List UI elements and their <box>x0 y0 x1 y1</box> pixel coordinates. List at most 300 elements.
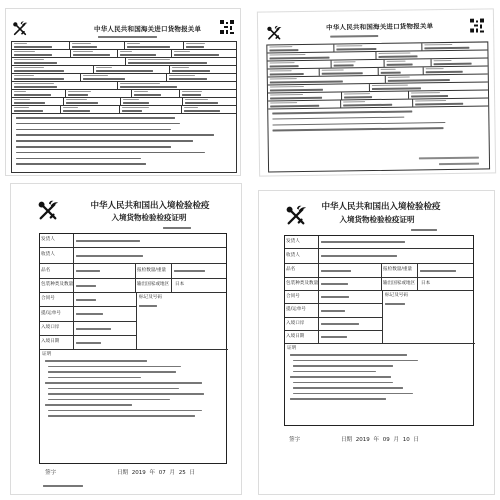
marks-value <box>137 303 177 308</box>
date-year-unit: 年 <box>373 437 380 443</box>
customs-emblem-icon <box>266 25 282 41</box>
illegible-text <box>14 46 52 48</box>
illegible-text <box>14 75 34 76</box>
illegible-text <box>16 152 205 154</box>
illegible-text <box>424 47 469 49</box>
illegible-text <box>321 283 348 285</box>
form-row <box>12 50 236 58</box>
form-cell <box>121 98 183 105</box>
certify-cell <box>40 350 226 463</box>
illegible-text <box>293 360 418 362</box>
footer-note <box>41 484 111 488</box>
row-packing <box>285 278 473 291</box>
illegible-text <box>372 85 408 87</box>
illegible-text <box>269 49 298 51</box>
illegible-text <box>186 46 204 48</box>
form-cell <box>71 50 118 57</box>
illegible-text <box>174 51 190 52</box>
illegible-text <box>45 360 147 362</box>
illegible-text <box>293 393 413 395</box>
illegible-text <box>14 107 29 108</box>
consignee-label: 收货人 <box>40 248 74 263</box>
illegible-text <box>120 51 132 52</box>
date-month-unit: 月 <box>393 437 400 443</box>
illegible-text <box>14 110 43 112</box>
illegible-text <box>182 91 202 92</box>
form-row <box>12 98 236 106</box>
consignee-value <box>74 248 226 263</box>
quantity-label: 报检数量/重量 <box>382 264 418 277</box>
row-packing <box>40 279 226 293</box>
form-cell <box>385 59 432 67</box>
form-cell <box>94 66 170 73</box>
illegible-text <box>420 270 456 272</box>
illegible-text <box>76 270 100 272</box>
bill-value <box>74 307 136 321</box>
illegible-text <box>388 79 450 81</box>
contract-value <box>319 291 382 303</box>
declaration-title: 中华人民共和国海关进口货物报关单 <box>326 22 434 32</box>
illegible-text <box>426 68 444 70</box>
declaration-title: 中华人民共和国海关进口货物报关单 <box>94 25 202 33</box>
illegible-text <box>76 299 96 301</box>
form-cell <box>268 61 332 69</box>
illegible-text <box>76 313 103 315</box>
signature-label: 签字 <box>45 470 57 476</box>
illegible-text <box>14 91 26 92</box>
illegible-text <box>419 157 479 159</box>
shipper-value <box>74 234 226 247</box>
illegible-text <box>321 255 397 257</box>
illegible-text <box>172 70 210 72</box>
illegible-text <box>321 270 351 272</box>
illegible-text <box>16 134 214 136</box>
illegible-text <box>330 34 378 37</box>
date-day-unit: 日 <box>413 437 420 443</box>
signature-line <box>289 438 302 444</box>
illegible-text <box>76 285 96 287</box>
form-cell <box>12 90 66 97</box>
row-contract <box>285 291 382 304</box>
illegible-text <box>270 105 319 107</box>
date-day: 25 <box>178 470 186 476</box>
illegible-text <box>344 96 372 98</box>
illegible-text <box>45 404 132 406</box>
illegible-text <box>14 102 45 104</box>
bill-label: 提/运单号 <box>40 307 74 321</box>
illegible-text <box>424 44 452 46</box>
date-label: 日期 <box>117 470 129 476</box>
form-cell <box>12 82 118 89</box>
illegible-text <box>127 46 170 48</box>
illegible-text <box>72 43 91 44</box>
illegible-text <box>378 53 410 55</box>
illegible-text <box>293 371 376 373</box>
illegible-text <box>322 73 363 75</box>
form-cell <box>12 50 71 57</box>
illegible-text <box>378 56 417 58</box>
illegible-text <box>269 46 292 48</box>
illegible-text <box>381 72 401 74</box>
customs-declaration-left <box>5 8 241 176</box>
illegible-text <box>123 99 139 100</box>
row-consignee <box>40 248 226 264</box>
certificate-number <box>161 225 225 230</box>
illegible-text <box>270 94 303 96</box>
illegible-text <box>387 61 406 63</box>
illegible-text <box>293 387 403 389</box>
illegible-text <box>122 110 142 112</box>
consignee-value <box>319 249 473 263</box>
date-year: 2019 <box>131 470 146 476</box>
illegible-text <box>45 382 202 384</box>
customs-emblem-icon <box>285 205 307 227</box>
marks-label: 标记及号码 <box>139 295 162 300</box>
qr-code-icon <box>220 20 234 34</box>
row-product <box>285 264 473 278</box>
illegible-text <box>174 54 219 56</box>
marks-label: 标记及号码 <box>385 293 408 298</box>
form-cell <box>413 98 488 106</box>
form-cell <box>12 42 70 49</box>
illegible-text <box>439 163 479 165</box>
form-cell <box>12 106 61 113</box>
form-cell <box>268 69 320 77</box>
marks-cell <box>136 293 228 350</box>
form-cell <box>61 106 120 113</box>
illegible-text <box>16 146 171 148</box>
illegible-text <box>293 365 393 367</box>
illegible-text <box>344 93 370 95</box>
illegible-text <box>270 97 322 99</box>
date-year: 2019 <box>355 437 370 443</box>
illegible-text <box>48 399 170 401</box>
illegible-text <box>172 67 189 68</box>
form-row <box>12 82 236 90</box>
form-cell <box>422 42 487 50</box>
illegible-text <box>334 65 354 67</box>
contract-label: 合同号 <box>40 293 74 306</box>
illegible-text <box>96 67 112 68</box>
illegible-text <box>14 83 54 84</box>
illegible-text <box>169 75 195 76</box>
illegible-text <box>16 140 193 142</box>
issue-date <box>117 471 197 477</box>
illegible-text <box>14 86 57 88</box>
form-cell <box>70 42 125 49</box>
illegible-text <box>163 227 191 229</box>
illegible-text <box>122 107 149 108</box>
form-cell <box>320 68 379 76</box>
illegible-text <box>68 94 88 96</box>
form-cell <box>167 74 236 81</box>
form-cell <box>64 98 121 105</box>
row-shipper <box>40 234 226 248</box>
shipper-value <box>319 236 473 248</box>
form-cell <box>120 106 182 113</box>
certificate-subtitle: 入境货物检验检疫证明 <box>111 213 187 222</box>
illegible-text <box>270 62 295 64</box>
illegible-text <box>387 64 413 66</box>
entry-date-label: 入境日期 <box>40 336 74 349</box>
illegible-text <box>16 163 146 165</box>
row-bill <box>285 304 382 318</box>
form-cell <box>172 50 236 57</box>
port-value <box>74 322 136 335</box>
illegible-text <box>48 371 176 373</box>
origin-value: 日本 <box>421 280 431 286</box>
illegible-text <box>14 62 57 64</box>
illegible-text <box>63 110 90 112</box>
form-cell <box>432 58 488 66</box>
illegible-text <box>16 129 171 131</box>
issue-date <box>341 438 421 444</box>
origin-label: 输出国家或地区 <box>382 278 418 290</box>
illegible-text <box>66 99 87 100</box>
contract-label: 合同号 <box>285 291 319 303</box>
packing-label: 包装种类及数量 <box>285 278 319 290</box>
shipper-label: 发货人 <box>285 236 319 248</box>
date-day: 10 <box>402 437 410 443</box>
form-cell <box>379 67 424 75</box>
illegible-text <box>139 305 157 307</box>
certificate-title: 中华人民共和国出入境检验检疫 <box>321 202 441 212</box>
signature-label: 签字 <box>289 437 301 443</box>
form-cell <box>182 106 236 113</box>
illegible-text <box>72 46 97 48</box>
form-cell <box>424 66 488 74</box>
illegible-text <box>73 54 110 56</box>
illegible-text <box>16 123 180 125</box>
illegible-text <box>14 54 52 56</box>
form-cell <box>126 58 236 65</box>
illegible-text <box>14 51 35 52</box>
form-cell <box>118 50 172 57</box>
form-cell <box>184 42 236 49</box>
illegible-text <box>48 415 195 417</box>
illegible-text <box>14 78 64 80</box>
entry-date-value <box>74 336 136 349</box>
illegible-text <box>98 36 157 38</box>
port-label: 入境口岸 <box>40 322 74 335</box>
form-cell <box>125 42 184 49</box>
customs-emblem-icon <box>12 21 28 37</box>
inspection-certificate-left <box>10 183 242 495</box>
illegible-text <box>48 410 202 412</box>
illegible-text <box>68 91 91 92</box>
illegible-text <box>73 51 93 52</box>
date-month: 07 <box>158 470 166 476</box>
quantity-value <box>172 264 226 278</box>
illegible-text <box>186 43 205 44</box>
illegible-text <box>293 382 393 384</box>
illegible-text <box>63 107 78 108</box>
illegible-text <box>43 485 83 487</box>
illegible-text <box>322 70 344 72</box>
form-cell <box>341 99 413 107</box>
illegible-text <box>273 127 444 131</box>
illegible-text <box>385 303 405 305</box>
illegible-text <box>14 67 44 68</box>
illegible-text <box>270 78 297 80</box>
illegible-text <box>76 255 143 257</box>
certify-label: 证明 <box>287 346 297 351</box>
illegible-text <box>83 78 125 80</box>
inspection-certificate-right <box>258 190 495 495</box>
row-entry-date <box>285 331 382 344</box>
illegible-text <box>336 48 376 50</box>
illegible-text <box>270 57 330 59</box>
certify-label: 证明 <box>42 352 52 357</box>
illegible-text <box>321 323 359 325</box>
illegible-text <box>184 110 220 112</box>
illegible-text <box>66 102 98 104</box>
certify-cell <box>285 344 473 425</box>
illegible-text <box>290 398 386 400</box>
date-month: 09 <box>382 437 390 443</box>
date-month-unit: 月 <box>169 470 176 476</box>
form-cell <box>66 90 132 97</box>
declaration-number <box>96 34 216 39</box>
form-cell <box>12 58 126 65</box>
entry-date-label: 入境日期 <box>285 331 319 343</box>
form-cell <box>12 66 94 73</box>
form-row <box>12 42 236 50</box>
illegible-text <box>270 70 292 72</box>
form-cell <box>12 98 64 105</box>
illegible-text <box>123 102 149 104</box>
date-day-unit: 日 <box>189 470 196 476</box>
illegible-text <box>14 94 51 96</box>
form-row <box>12 114 236 174</box>
certificate-title: 中华人民共和国出入境检验检疫 <box>90 201 210 211</box>
form-cell <box>180 90 236 97</box>
certify-text <box>45 360 220 422</box>
form-cell <box>183 98 236 105</box>
illegible-text <box>372 88 421 90</box>
illegible-text <box>185 102 218 104</box>
certificate-table <box>284 235 474 426</box>
illegible-text <box>426 71 463 73</box>
form-cell <box>118 82 236 89</box>
form-cell <box>170 66 236 73</box>
illegible-text <box>343 104 392 106</box>
illegible-text <box>14 43 27 44</box>
contract-value <box>74 293 136 306</box>
bill-value <box>319 304 382 317</box>
form-cell <box>132 90 180 97</box>
illegible-text <box>270 65 299 67</box>
illegible-text <box>48 388 179 390</box>
illegible-text <box>334 61 356 63</box>
illegible-text <box>169 78 207 80</box>
packing-label: 包装种类及数量 <box>40 279 74 292</box>
packing-value <box>319 278 382 290</box>
illegible-text <box>134 91 148 92</box>
illegible-text <box>270 89 323 91</box>
qr-code-icon <box>470 18 484 32</box>
illegible-text <box>120 86 177 88</box>
form-cell <box>267 45 334 53</box>
quantity-label: 报检数量/重量 <box>136 264 172 278</box>
product-value <box>319 264 382 277</box>
illegible-text <box>415 100 446 102</box>
illegible-text <box>321 310 345 312</box>
illegible-text <box>83 75 108 76</box>
customs-emblem-icon <box>37 200 59 222</box>
signature-line <box>45 471 58 477</box>
illegible-text <box>76 328 111 330</box>
illegible-text <box>182 94 201 96</box>
row-entry-date <box>40 336 136 350</box>
form-row <box>12 106 236 114</box>
illegible-text <box>321 241 405 243</box>
form-cell <box>12 74 81 81</box>
form-row <box>12 74 236 82</box>
form-cell <box>268 92 342 100</box>
form-cell <box>81 74 167 81</box>
certificate-table <box>39 233 227 464</box>
illegible-text <box>16 117 175 119</box>
illegible-text <box>270 73 304 75</box>
quantity-value <box>418 264 473 277</box>
form-cell <box>334 43 422 51</box>
illegible-text <box>76 342 101 344</box>
product-label: 品名 <box>285 264 319 277</box>
illegible-text <box>336 45 362 47</box>
date-year-unit: 年 <box>149 470 156 476</box>
illegible-text <box>381 69 396 71</box>
illegible-text <box>388 77 410 79</box>
illegible-text <box>185 99 208 100</box>
illegible-text <box>48 377 141 379</box>
illegible-text <box>290 354 407 356</box>
packing-value <box>74 279 136 292</box>
entry-date-value <box>319 331 382 343</box>
illegible-text <box>270 81 343 84</box>
customs-declaration-right <box>257 8 496 176</box>
illegible-text <box>48 393 204 395</box>
illegible-text <box>415 103 463 105</box>
illegible-text <box>14 59 44 60</box>
illegible-text <box>434 60 452 62</box>
form-row <box>12 58 236 66</box>
origin-value: 日本 <box>175 282 185 288</box>
marks-cell <box>382 291 475 344</box>
row-shipper <box>285 236 473 249</box>
illegible-text <box>127 43 140 44</box>
illegible-text <box>174 270 205 272</box>
illegible-text <box>272 122 445 126</box>
illegible-text <box>270 102 297 104</box>
row-bill <box>40 307 136 322</box>
illegible-text <box>272 111 412 115</box>
illegible-text <box>96 70 153 72</box>
form-cell <box>332 60 385 68</box>
form-cell <box>409 90 488 98</box>
form-row <box>268 106 489 173</box>
illegible-text <box>134 94 161 96</box>
illegible-text <box>14 99 30 100</box>
form-row <box>12 90 236 98</box>
product-label: 品名 <box>40 264 74 278</box>
illegible-text <box>343 101 365 103</box>
illegible-text <box>290 376 391 378</box>
form-cell <box>386 74 488 82</box>
declaration-number <box>328 32 468 39</box>
form-cell <box>268 100 341 108</box>
illegible-text <box>128 62 207 64</box>
